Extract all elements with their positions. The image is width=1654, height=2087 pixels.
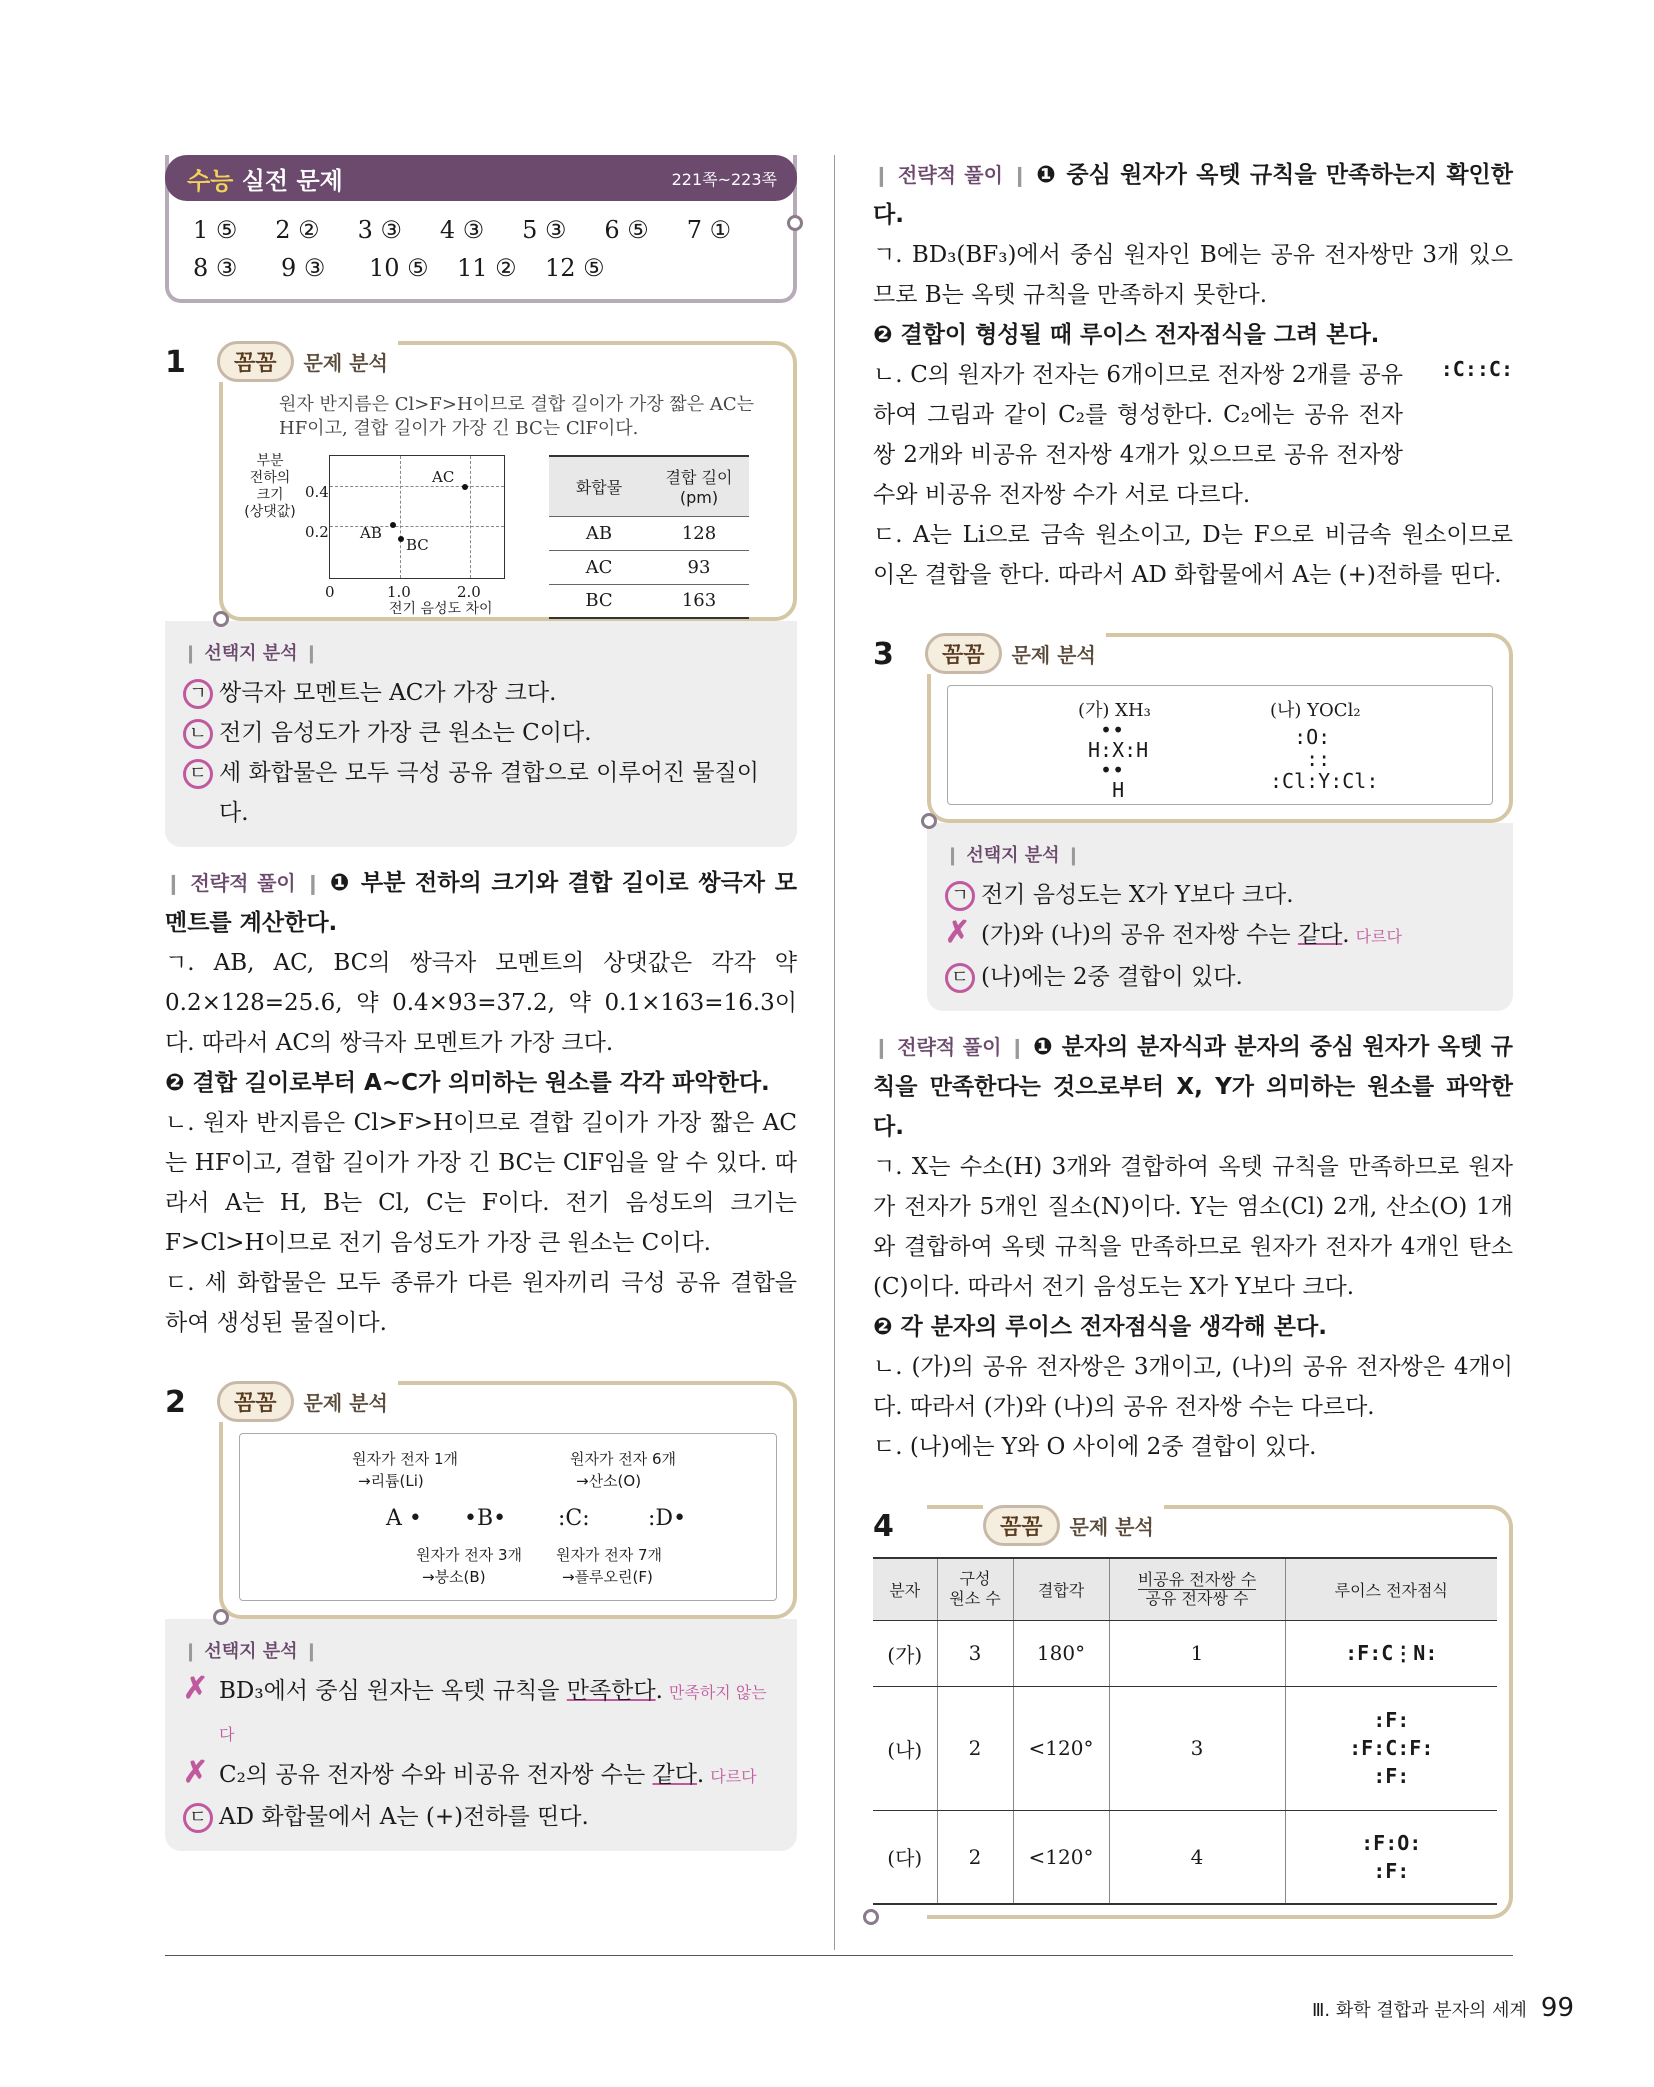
table-cell: 93 bbox=[649, 550, 749, 584]
wrong-mark: ✗ bbox=[945, 915, 971, 950]
table-cell: 180° bbox=[1013, 1620, 1109, 1686]
correct-mark: ㄷ bbox=[183, 1803, 213, 1833]
strategy-step: ❷ 결합이 형성될 때 루이스 전자점식을 그려 본다. bbox=[873, 322, 1380, 348]
strategic-solution-3 bbox=[873, 1027, 1513, 1467]
table-header: 화합물 bbox=[549, 456, 649, 516]
choice-analysis bbox=[927, 823, 1513, 1011]
correction: 다르다 bbox=[1355, 927, 1402, 946]
annotation: 원자가 전자 3개 bbox=[416, 1546, 523, 1564]
strategy-step: ❷ 결합 길이로부터 A~C가 의미하는 원소를 각각 파악한다. bbox=[165, 1070, 770, 1096]
table-cell: (가) bbox=[873, 1620, 937, 1686]
lewis-structure: :F:C⋮N: bbox=[1285, 1620, 1497, 1686]
table-cell: <120° bbox=[1013, 1810, 1109, 1904]
problem-analysis-frame bbox=[887, 1505, 1513, 1919]
point-ab bbox=[390, 522, 396, 528]
table-row bbox=[873, 1810, 1497, 1904]
problem-4 bbox=[873, 1505, 1513, 1919]
label-ab: AB bbox=[360, 524, 382, 542]
gridline bbox=[330, 486, 504, 487]
choice-3 bbox=[183, 753, 779, 833]
tag-label: 문제 분석 bbox=[1011, 643, 1096, 667]
atom-symbol: B bbox=[476, 1506, 494, 1531]
molecule-table bbox=[873, 1557, 1497, 1905]
c2-lewis-structure: :C::C: bbox=[1440, 357, 1513, 381]
lewis-line: H bbox=[1088, 778, 1125, 802]
xh3-lewis-structure bbox=[1088, 720, 1148, 800]
choice-2 bbox=[945, 915, 1495, 957]
solution-text: ㄴ. C의 원자가 전자는 6개이므로 전자쌍 2개를 공유하여 그림과 같이 C₂를 형성한다. C₂에는 공유 전자쌍 2개와 비공유 전자쌍 4개가 있으므로 공유 전자쌍 수와 비공유 전자쌍 수가 서로 다르다. bbox=[873, 362, 1403, 508]
table-header bbox=[1109, 1558, 1285, 1620]
correction: 다르다 bbox=[710, 1767, 757, 1786]
strategy-label: ❙ 전략적 풀이 ❙ bbox=[873, 1035, 1033, 1059]
atom-symbol: C bbox=[565, 1506, 583, 1531]
problem-1-figure bbox=[239, 393, 777, 617]
scatter-plot bbox=[329, 455, 505, 579]
correct-mark: ㄱ bbox=[183, 679, 213, 709]
atom-c: :C: bbox=[558, 1506, 590, 1531]
table-row bbox=[873, 1686, 1497, 1810]
choice-text: AD 화합물에서 A는 (+)전하를 띤다. bbox=[219, 1804, 589, 1830]
bond-length-table bbox=[549, 455, 749, 619]
choice-text: (가)와 (나)의 공유 전자쌍 수는 bbox=[981, 922, 1298, 948]
choice-text: . bbox=[696, 1762, 705, 1788]
correct-mark: ㄱ bbox=[945, 881, 975, 911]
solution-text: ㄴ. 원자 반지름은 Cl>F>H이므로 결합 길이가 가장 짧은 AC는 HF이고, 결합 길이가 가장 긴 BC는 ClF임을 알 수 있다. 따라서 A는 H, B는 Cl, C는 F이다. 전기 음성도의 크기는 F>Cl>H이므로 전기 음성도가 가장 큰 원소는 C이다. bbox=[165, 1110, 797, 1256]
choice-1 bbox=[945, 875, 1495, 915]
problem-analysis-frame bbox=[219, 341, 797, 621]
annotation: →붕소(B) bbox=[422, 1568, 486, 1586]
table-row bbox=[873, 1620, 1497, 1686]
table-cell: 4 bbox=[1109, 1810, 1285, 1904]
ring-decoration bbox=[863, 1909, 879, 1925]
choice-1 bbox=[183, 1671, 779, 1755]
table-cell: 163 bbox=[649, 584, 749, 618]
point-bc bbox=[398, 536, 404, 542]
annotation: 원자가 전자 7개 bbox=[556, 1546, 663, 1564]
annotation: 원자가 전자 6개 bbox=[570, 1450, 677, 1468]
tag-oval: 꼼꼼 bbox=[983, 1505, 1060, 1546]
underlined-text: 같다 bbox=[652, 1762, 697, 1788]
solution-text-with-lewis bbox=[873, 355, 1513, 515]
atom-symbol: D bbox=[655, 1506, 674, 1531]
choice-text: . bbox=[655, 1678, 663, 1704]
graph-y-label: 부분 전하의 크기 (상댓값) bbox=[244, 453, 296, 520]
choice-analysis bbox=[165, 1619, 797, 1851]
figure-note-2: HF이고, 결합 길이가 가장 긴 BC는 ClF이다. bbox=[279, 418, 639, 439]
problem-1 bbox=[165, 341, 797, 1343]
annotation: →산소(O) bbox=[576, 1472, 642, 1490]
table-cell: AC bbox=[549, 550, 649, 584]
table-cell: AB bbox=[549, 516, 649, 550]
table-cell: 3 bbox=[937, 1620, 1013, 1686]
answer-item: 4 ③ bbox=[439, 216, 485, 244]
table-row bbox=[549, 584, 749, 618]
annotation: 원자가 전자 1개 bbox=[352, 1450, 459, 1468]
lewis-structure: :F: :F:C:F: :F: bbox=[1285, 1686, 1497, 1810]
table-header: 루이스 전자점식 bbox=[1285, 1558, 1497, 1620]
problem-number: 2 bbox=[165, 1385, 186, 1420]
solution-text: ㄱ. AB, AC, BC의 쌍극자 모멘트의 상댓값은 각각 약 0.2×128=25.6, 약 0.4×93=37.2, 약 0.1×163=16.3이다. 따라서 AC의 쌍극자 모멘트가 가장 크다. bbox=[165, 950, 797, 1056]
correction: 만족하지 않는다 bbox=[219, 1683, 767, 1744]
strategy-step: ❶ 중심 원자가 옥텟 규칙을 만족하는지 확인한다. bbox=[873, 162, 1513, 228]
analysis-tag bbox=[925, 633, 1106, 674]
problem-analysis-frame bbox=[927, 633, 1513, 823]
choice-analysis-label: ❙ 선택지 분석 ❙ bbox=[183, 1637, 779, 1663]
table-cell: 2 bbox=[937, 1686, 1013, 1810]
solution-text: ㄷ. 세 화합물은 모두 종류가 다른 원자끼리 극성 공유 결합을 하여 생성된 물질이다. bbox=[165, 1270, 797, 1336]
table-header: 구성 원소 수 bbox=[937, 1558, 1013, 1620]
tag-label: 문제 분석 bbox=[303, 1391, 388, 1415]
choice-text: BD₃에서 중심 원자는 옥텟 규칙을 bbox=[219, 1678, 567, 1704]
underlined-text: 만족한다 bbox=[566, 1678, 656, 1704]
page-number: 99 bbox=[1540, 1993, 1574, 2023]
table-cell: 3 bbox=[1109, 1686, 1285, 1810]
wrong-mark: ✗ bbox=[183, 1671, 209, 1706]
answer-item: 11 ② bbox=[457, 254, 517, 282]
table-cell: (나) bbox=[873, 1686, 937, 1810]
solution-text: ㄷ. (나)에는 Y와 O 사이에 2중 결합이 있다. bbox=[873, 1434, 1317, 1460]
correct-mark: ㄴ bbox=[183, 719, 213, 749]
atom-a: A • bbox=[386, 1506, 422, 1531]
table-row bbox=[549, 550, 749, 584]
tag-oval: 꼼꼼 bbox=[217, 341, 294, 382]
lewis-structure: :F:O: :F: bbox=[1285, 1810, 1497, 1904]
underlined-text: 같다 bbox=[1297, 922, 1343, 948]
strategic-solution-1 bbox=[165, 863, 797, 1343]
answer-item: 1 ⑤ bbox=[193, 216, 238, 244]
tag-oval: 꼼꼼 bbox=[925, 633, 1002, 674]
tag-label: 문제 분석 bbox=[1069, 1515, 1154, 1539]
footer-rule bbox=[165, 1955, 1513, 1956]
graph-x-label: 전기 음성도 차이 bbox=[389, 601, 493, 617]
figure-note-1: 원자 반지름은 Cl>F>H이므로 결합 길이가 가장 짧은 AC는 bbox=[279, 394, 755, 415]
chapter-title: Ⅲ. 화학 결합과 분자의 세계 bbox=[1312, 2000, 1527, 2021]
choice-analysis bbox=[165, 621, 797, 847]
lewis-line: •• bbox=[1088, 718, 1125, 742]
ring-decoration bbox=[787, 215, 803, 231]
answer-item: 10 ⑤ bbox=[369, 254, 429, 282]
gridline bbox=[400, 456, 401, 578]
choice-3 bbox=[183, 1797, 779, 1837]
solution-text: ㄴ. (가)의 공유 전자쌍은 3개이고, (나)의 공유 전자쌍은 4개이다. 따라서 (가)와 (나)의 공유 전자쌍 수는 다르다. bbox=[873, 1354, 1513, 1420]
tick-y-04: 0.4 bbox=[305, 483, 329, 501]
table-cell: <120° bbox=[1013, 1686, 1109, 1810]
tag-oval: 꼼꼼 bbox=[217, 1381, 294, 1422]
right-column bbox=[873, 155, 1513, 1919]
problem-2 bbox=[165, 1381, 797, 1851]
lewis-figure bbox=[947, 685, 1493, 805]
answer-key-title: 실전 문제 bbox=[233, 166, 343, 195]
strategy-step: ❶ 분자의 분자식과 분자의 중심 원자가 옥텟 규칙을 만족한다는 것으로부터 X, Y가 의미하는 원소를 파악한다. bbox=[873, 1034, 1513, 1140]
answer-key-header bbox=[165, 155, 797, 201]
ring-decoration bbox=[921, 813, 937, 829]
ring-decoration bbox=[213, 611, 229, 627]
answer-item: 8 ③ bbox=[193, 254, 238, 282]
lewis-line: •• bbox=[1088, 758, 1125, 782]
problem-3 bbox=[873, 633, 1513, 1467]
tick-x-1: 1.0 bbox=[387, 583, 411, 601]
answer-item: 3 ③ bbox=[357, 216, 402, 244]
answer-item: 6 ⑤ bbox=[604, 216, 649, 244]
answer-item: 5 ③ bbox=[522, 216, 567, 244]
answer-row-2 bbox=[193, 249, 769, 287]
answer-key-title-highlight: 수능 bbox=[187, 166, 234, 195]
solution-text: ㄱ. X는 수소(H) 3개와 결합하여 옥텟 규칙을 만족하므로 원자가 전자가 5개인 질소(N)이다. Y는 염소(Cl) 2개, 산소(O) 1개와 결합하여 옥텟 규칙을 만족하므로 원자가 전자가 4개인 탄소(C)이다. 따라서 전기 음성도는 X가 Y보다 크다. bbox=[873, 1154, 1513, 1300]
tick-x-2: 2.0 bbox=[457, 583, 481, 601]
correct-mark: ㄷ bbox=[945, 963, 975, 993]
column-divider bbox=[834, 155, 835, 1950]
answer-item: 9 ③ bbox=[281, 254, 326, 282]
answer-row-1 bbox=[193, 211, 769, 249]
fraction-denominator: 공유 전자쌍 수 bbox=[1145, 1588, 1249, 1608]
wrong-mark: ✗ bbox=[183, 1755, 209, 1790]
answer-item: 2 ② bbox=[275, 216, 320, 244]
tick-x-0: 0 bbox=[325, 583, 335, 601]
answer-key-range: 221쪽~223쪽 bbox=[671, 169, 777, 189]
choice-text: 세 화합물은 모두 극성 공유 결합으로 이루어진 물질이다. bbox=[219, 760, 759, 826]
annotation: →플루오린(F) bbox=[562, 1568, 653, 1586]
atom-d: :D• bbox=[648, 1506, 687, 1531]
fraction-numerator: 비공유 전자쌍 수 bbox=[1137, 1569, 1257, 1589]
page-footer bbox=[1312, 1993, 1574, 2023]
solution-text: ㄷ. A는 Li으로 금속 원소이고, D는 F으로 비금속 원소이므로 이온 결합을 한다. 따라서 AD 화합물에서 A는 (+)전하를 띤다. bbox=[873, 522, 1513, 588]
strategy-step: ❷ 각 분자의 루이스 전자점식을 생각해 본다. bbox=[873, 1314, 1327, 1340]
table-row bbox=[549, 516, 749, 550]
ring-decoration bbox=[213, 1609, 229, 1625]
table-header: 분자 bbox=[873, 1558, 937, 1620]
molecule-label-na: (나) YOCl₂ bbox=[1270, 700, 1361, 721]
table-cell: 1 bbox=[1109, 1620, 1285, 1686]
answer-item: 7 ① bbox=[686, 216, 732, 244]
analysis-tag bbox=[217, 341, 398, 382]
choice-analysis-label: ❙ 선택지 분석 ❙ bbox=[945, 841, 1495, 867]
correct-mark: ㄷ bbox=[183, 759, 213, 789]
choice-2 bbox=[183, 1755, 779, 1797]
choice-2 bbox=[183, 713, 779, 753]
solution-text: ㄱ. BD₃(BF₃)에서 중심 원자인 B에는 공유 전자쌍만 3개 있으므로 B는 옥텟 규칙을 만족하지 못한다. bbox=[873, 242, 1513, 308]
table-cell: (다) bbox=[873, 1810, 937, 1904]
table-cell: BC bbox=[549, 584, 649, 618]
choice-text: 전기 음성도는 X가 Y보다 크다. bbox=[981, 882, 1294, 908]
lewis-line: :: bbox=[1270, 747, 1331, 771]
table-cell: 2 bbox=[937, 1810, 1013, 1904]
gridline bbox=[470, 456, 471, 578]
label-bc: BC bbox=[406, 536, 429, 554]
answer-key-box bbox=[165, 155, 797, 303]
choice-analysis-label: ❙ 선택지 분석 ❙ bbox=[183, 639, 779, 665]
strategic-solution-2 bbox=[873, 155, 1513, 595]
point-ac bbox=[462, 484, 468, 490]
left-column bbox=[165, 155, 797, 1851]
problem-number: 3 bbox=[873, 637, 894, 672]
choice-3 bbox=[945, 957, 1495, 997]
atom-symbol: A bbox=[386, 1506, 402, 1531]
gridline bbox=[330, 526, 504, 527]
yocl2-lewis-structure bbox=[1270, 726, 1378, 792]
table-header: 결합각 bbox=[1013, 1558, 1109, 1620]
choice-text: 쌍극자 모멘트는 AC가 가장 크다. bbox=[219, 680, 557, 706]
answer-item: 12 ⑤ bbox=[545, 254, 605, 282]
choice-text: (나)에는 2중 결합이 있다. bbox=[981, 964, 1243, 990]
choice-text: 전기 음성도가 가장 큰 원소는 C이다. bbox=[219, 720, 592, 746]
tag-label: 문제 분석 bbox=[303, 351, 388, 375]
annotation: →리튬(Li) bbox=[358, 1472, 424, 1490]
label-ac: AC bbox=[432, 468, 455, 486]
problem-number: 1 bbox=[165, 345, 186, 380]
atom-b: •B• bbox=[464, 1506, 507, 1531]
tick-y-02: 0.2 bbox=[305, 523, 329, 541]
analysis-tag bbox=[983, 1505, 1164, 1546]
choice-1 bbox=[183, 673, 779, 713]
lewis-line: H:X:H bbox=[1088, 738, 1149, 762]
strategy-step: ❶ 부분 전하의 크기와 결합 길이로 쌍극자 모멘트를 계산한다. bbox=[165, 870, 797, 936]
molecule-label-ga: (가) XH₃ bbox=[1078, 700, 1151, 721]
lewis-line: :O: bbox=[1270, 725, 1331, 749]
problem-analysis-frame bbox=[219, 1381, 797, 1619]
lewis-line: :Cl:Y:Cl: bbox=[1270, 769, 1379, 793]
strategy-label: ❙ 전략적 풀이 ❙ bbox=[165, 871, 330, 895]
choice-text: C₂의 공유 전자쌍 수와 비공유 전자쌍 수는 bbox=[219, 1762, 653, 1788]
valence-electron-figure bbox=[239, 1433, 777, 1601]
analysis-tag bbox=[217, 1381, 398, 1422]
problem-number: 4 bbox=[873, 1509, 894, 1544]
table-header: 결합 길이 (pm) bbox=[649, 456, 749, 516]
table-cell: 128 bbox=[649, 516, 749, 550]
strategy-label: ❙ 전략적 풀이 ❙ bbox=[873, 163, 1036, 187]
choice-text: . bbox=[1342, 922, 1350, 948]
